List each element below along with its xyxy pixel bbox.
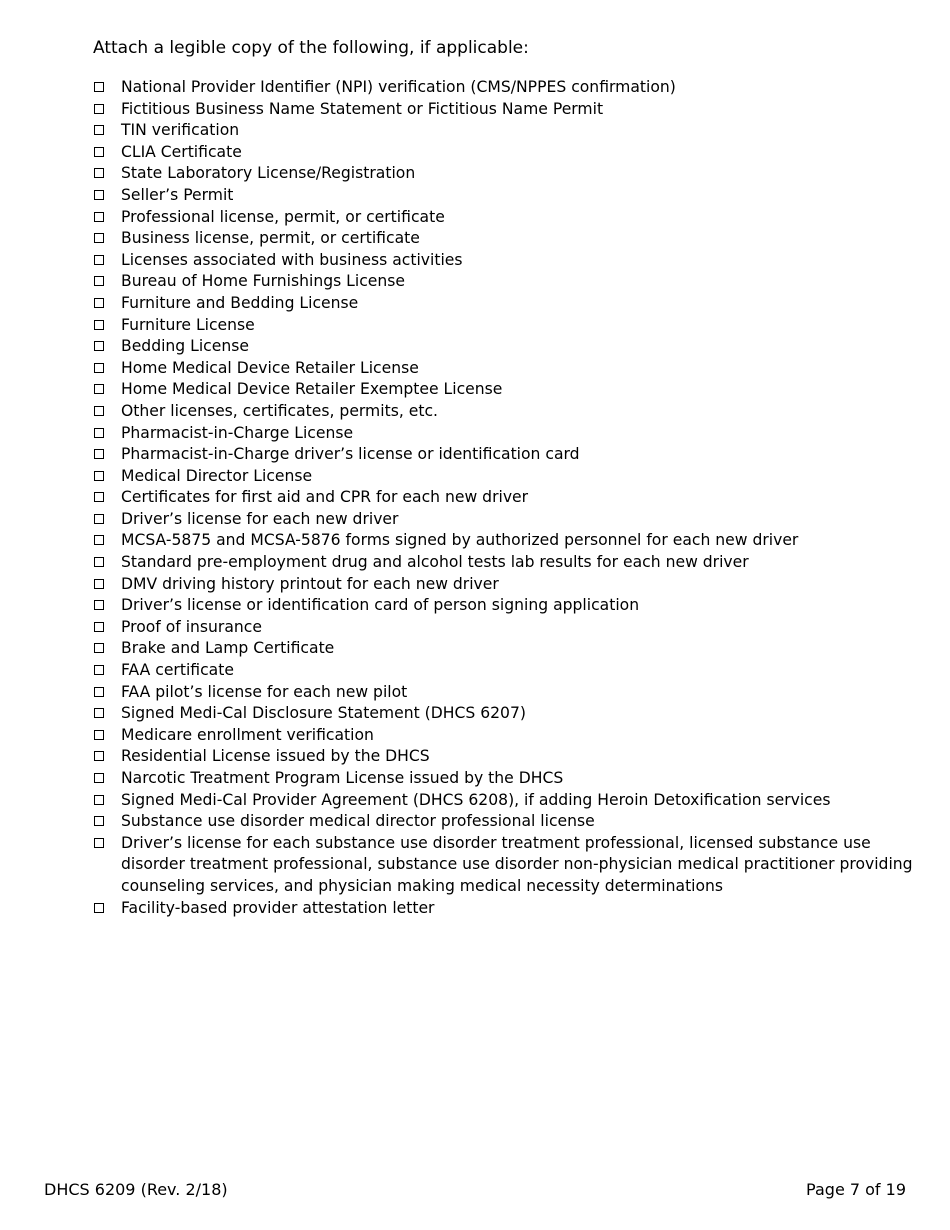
checklist-item <box>93 250 923 272</box>
checklist-item <box>93 682 923 704</box>
checklist-item-label: Residential License issued by the DHCS <box>121 747 430 766</box>
checkbox[interactable] <box>93 660 107 682</box>
checklist-item <box>93 315 923 337</box>
checkbox[interactable] <box>93 725 107 747</box>
checklist-item <box>93 228 923 250</box>
checklist-item <box>93 163 923 185</box>
checklist-item-label: FAA certificate <box>121 661 234 680</box>
checkbox[interactable] <box>93 358 107 380</box>
checklist-item <box>93 99 923 121</box>
checklist-item-label: Pharmacist-in-Charge driver’s license or identification card <box>121 445 580 464</box>
checklist-item-label: Driver’s license for each new driver <box>121 509 399 528</box>
checklist-item-label: FAA pilot’s license for each new pilot <box>121 682 408 701</box>
checkbox[interactable] <box>93 638 107 660</box>
checklist-item-label: Narcotic Treatment Program License issued by the DHCS <box>121 769 564 787</box>
checklist-item <box>93 638 923 660</box>
checklist-item-label: MCSA-5875 and MCSA-5876 forms signed by authorized personnel for each new driver <box>121 531 799 550</box>
checklist-item <box>93 142 923 164</box>
checkbox[interactable] <box>93 336 107 358</box>
checkbox[interactable] <box>93 768 107 790</box>
checkbox[interactable] <box>93 811 107 833</box>
checklist-item-label: Bedding License <box>121 337 249 356</box>
checklist-item <box>93 358 923 380</box>
checklist-item <box>93 746 923 768</box>
checklist-item <box>93 120 923 142</box>
checkbox[interactable] <box>93 790 107 812</box>
checklist-item <box>93 660 923 682</box>
checkbox[interactable] <box>93 703 107 725</box>
checklist-item <box>93 466 923 488</box>
checklist-item-label: State Laboratory License/Registration <box>121 164 416 183</box>
checkbox[interactable] <box>93 228 107 250</box>
checkbox[interactable] <box>93 271 107 293</box>
checklist-item-label: Brake and Lamp Certificate <box>121 639 335 658</box>
checklist-item-label: Pharmacist-in-Charge License <box>121 423 354 442</box>
checklist-item <box>93 487 923 509</box>
checklist-item <box>93 768 923 790</box>
checklist-item <box>93 833 923 898</box>
checklist-item-label: Furniture and Bedding License <box>121 293 359 312</box>
checklist-item-label: Driver’s license for each substance use disorder treatment professional, licensed substance use disorder treatment professional, substance use disorder non-physician medical practitioner providing counseling services, and physician making medical necessity determinations <box>121 833 913 895</box>
checklist-item <box>93 509 923 531</box>
checklist-item <box>93 617 923 639</box>
checklist-item <box>93 530 923 552</box>
checkbox[interactable] <box>93 466 107 488</box>
checklist-item <box>93 293 923 315</box>
checkbox[interactable] <box>93 509 107 531</box>
checklist-item <box>93 423 923 445</box>
intro-text: Attach a legible copy of the following, if applicable: <box>93 38 529 58</box>
checklist-item-label: Home Medical Device Retailer Exemptee License <box>121 380 503 399</box>
checklist-item <box>93 552 923 574</box>
checklist-item <box>93 185 923 207</box>
checklist-item <box>93 790 923 812</box>
checkbox[interactable] <box>93 142 107 164</box>
checklist-item-label: Substance use disorder medical director professional license <box>121 812 595 831</box>
checkbox[interactable] <box>93 207 107 229</box>
checkbox[interactable] <box>93 595 107 617</box>
checklist-item-label: CLIA Certificate <box>121 142 242 161</box>
checkbox[interactable] <box>93 185 107 207</box>
checklist-item-label: Licenses associated with business activities <box>121 250 463 269</box>
checkbox[interactable] <box>93 444 107 466</box>
checkbox[interactable] <box>93 833 107 855</box>
checklist-item-label: TIN verification <box>121 121 240 140</box>
form-number: DHCS 6209 (Rev. 2/18) <box>44 1180 228 1199</box>
checklist-item-label: Medical Director License <box>121 466 313 485</box>
checkbox[interactable] <box>93 574 107 596</box>
checklist-item-label: Proof of insurance <box>121 617 262 636</box>
checklist-item <box>93 703 923 725</box>
checklist-item-label: DMV driving history printout for each new driver <box>121 574 499 593</box>
checklist-item-label: Certificates for first aid and CPR for each new driver <box>121 488 529 507</box>
checklist-item-label: Facility-based provider attestation letter <box>121 898 435 917</box>
attachment-checklist <box>93 77 923 919</box>
checklist-item-label: Signed Medi-Cal Disclosure Statement (DHCS 6207) <box>121 704 526 723</box>
checkbox[interactable] <box>93 120 107 142</box>
checkbox[interactable] <box>93 487 107 509</box>
checklist-item-label: National Provider Identifier (NPI) verification (CMS/NPPES confirmation) <box>121 78 676 96</box>
checklist-item <box>93 898 923 920</box>
checklist-item <box>93 336 923 358</box>
checklist-item-label: Seller’s Permit <box>121 185 234 204</box>
checklist-item-label: Home Medical Device Retailer License <box>121 358 419 377</box>
checklist-item-label: Driver’s license or identification card of person signing application <box>121 596 640 615</box>
checkbox[interactable] <box>93 163 107 185</box>
checklist-item <box>93 379 923 401</box>
checkbox[interactable] <box>93 552 107 574</box>
checklist-item <box>93 401 923 423</box>
checkbox[interactable] <box>93 379 107 401</box>
checklist-item-label: Professional license, permit, or certificate <box>121 207 445 226</box>
checklist-item <box>93 725 923 747</box>
checkbox[interactable] <box>93 77 107 99</box>
checkbox[interactable] <box>93 315 107 337</box>
checklist-item-label: Other licenses, certificates, permits, etc. <box>121 401 438 420</box>
checklist-item <box>93 811 923 833</box>
checklist-item <box>93 77 923 99</box>
checkbox[interactable] <box>93 401 107 423</box>
checkbox[interactable] <box>93 250 107 272</box>
checklist-item <box>93 271 923 293</box>
checklist-item-label: Furniture License <box>121 315 255 334</box>
checkbox[interactable] <box>93 617 107 639</box>
checklist-item <box>93 595 923 617</box>
checkbox[interactable] <box>93 423 107 445</box>
checklist-item-label: Bureau of Home Furnishings License <box>121 272 405 291</box>
checklist-item <box>93 444 923 466</box>
checkbox[interactable] <box>93 746 107 768</box>
checkbox[interactable] <box>93 898 107 920</box>
checklist-item-label: Signed Medi-Cal Provider Agreement (DHCS 6208), if adding Heroin Detoxification services <box>121 790 831 809</box>
checklist-item-label: Business license, permit, or certificate <box>121 229 420 248</box>
checklist-item-label: Medicare enrollment verification <box>121 725 374 744</box>
page-number: Page 7 of 19 <box>806 1180 906 1199</box>
checkbox[interactable] <box>93 682 107 704</box>
checklist-item <box>93 207 923 229</box>
checklist-item-label: Fictitious Business Name Statement or Fictitious Name Permit <box>121 99 604 118</box>
checklist-item <box>93 574 923 596</box>
checklist-item-label: Standard pre-employment drug and alcohol tests lab results for each new driver <box>121 553 749 572</box>
checkbox[interactable] <box>93 99 107 121</box>
checkbox[interactable] <box>93 530 107 552</box>
checkbox[interactable] <box>93 293 107 315</box>
